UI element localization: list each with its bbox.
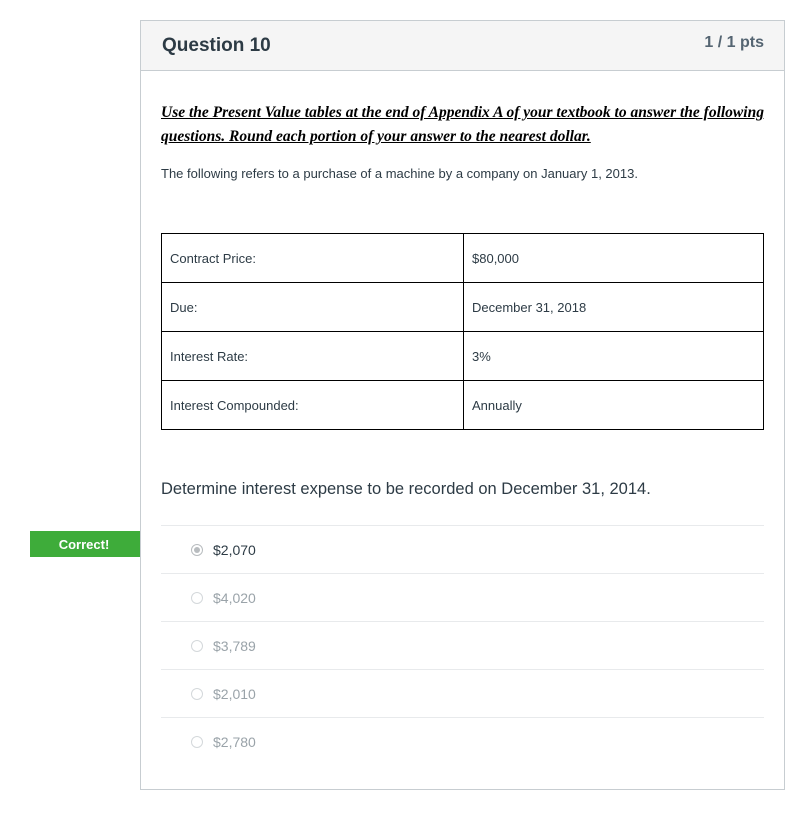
table-cell-value: 3% bbox=[464, 332, 764, 381]
radio-button[interactable] bbox=[191, 592, 203, 604]
radio-button[interactable] bbox=[191, 736, 203, 748]
radio-button[interactable] bbox=[191, 688, 203, 700]
question-instructions: Use the Present Value tables at the end of Appendix A of your textbook to answer the following questions. Round each portion of your answer to the nearest dollar. bbox=[161, 104, 764, 145]
table-row bbox=[162, 234, 764, 283]
answer-label: $2,070 bbox=[213, 541, 256, 558]
table-cell-value: Annually bbox=[464, 381, 764, 430]
question-points: 1 / 1 pts bbox=[704, 33, 764, 51]
radio-button[interactable] bbox=[191, 640, 203, 652]
table-row bbox=[162, 381, 764, 430]
table-cell-label: Interest Compounded: bbox=[162, 381, 464, 430]
answer-label: $2,010 bbox=[213, 685, 256, 702]
radio-button-checked[interactable] bbox=[191, 544, 203, 556]
answer-option[interactable] bbox=[161, 622, 764, 670]
table-row bbox=[162, 332, 764, 381]
table-cell-label: Interest Rate: bbox=[162, 332, 464, 381]
correct-answer-flag: Correct! bbox=[30, 531, 146, 557]
info-table bbox=[161, 233, 764, 430]
answer-label: $3,789 bbox=[213, 637, 256, 654]
question-title: Question 10 bbox=[162, 34, 271, 56]
answer-option[interactable] bbox=[161, 526, 764, 574]
answer-list bbox=[161, 525, 764, 766]
answer-option[interactable] bbox=[161, 574, 764, 622]
question-header bbox=[141, 21, 784, 71]
table-cell-value: $80,000 bbox=[464, 234, 764, 283]
table-row bbox=[162, 283, 764, 332]
question-card bbox=[140, 20, 785, 790]
answer-option[interactable] bbox=[161, 718, 764, 766]
question-body bbox=[141, 101, 784, 766]
answer-label: $2,780 bbox=[213, 734, 256, 750]
table-cell-label: Due: bbox=[162, 283, 464, 332]
answer-option[interactable] bbox=[161, 670, 764, 718]
question-lead: The following refers to a purchase of a machine by a company on January 1, 2013. bbox=[161, 166, 638, 181]
table-cell-label: Contract Price: bbox=[162, 234, 464, 283]
table-cell-value: December 31, 2018 bbox=[464, 283, 764, 332]
question-prompt: Determine interest expense to be recorded on December 31, 2014. bbox=[161, 480, 651, 498]
answer-label: $4,020 bbox=[213, 589, 256, 606]
